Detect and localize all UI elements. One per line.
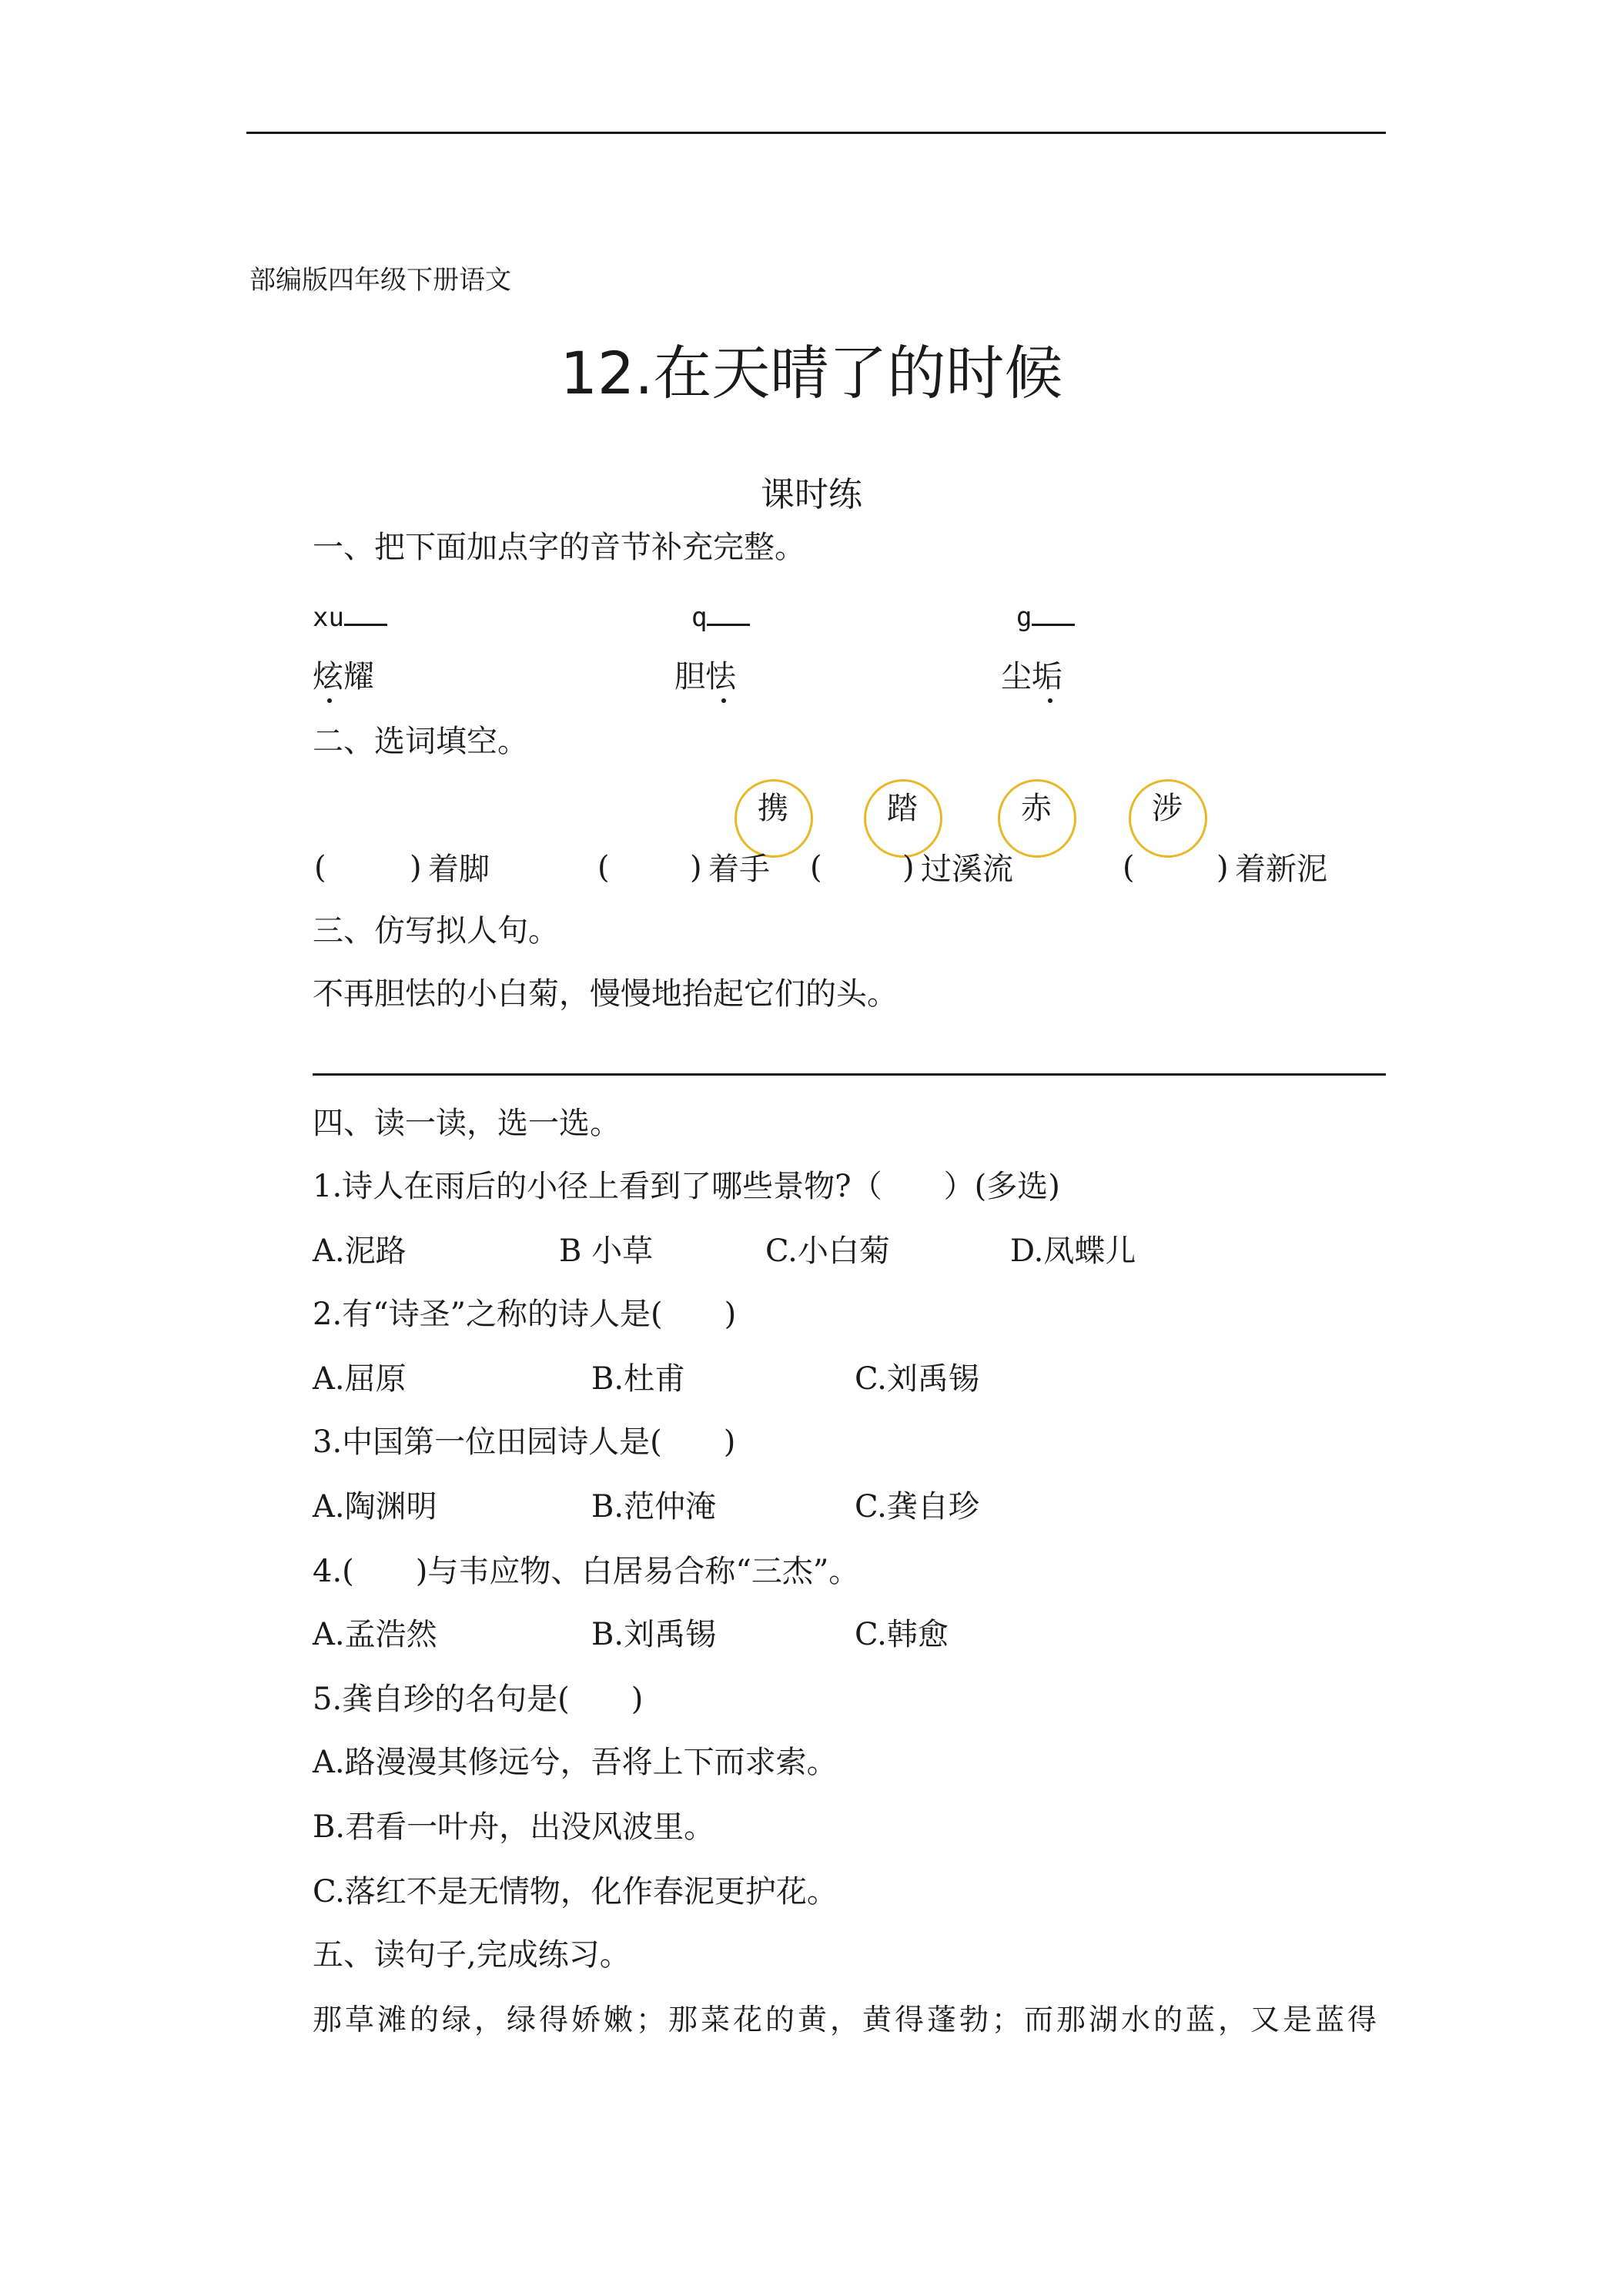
page-title: 12.在天晴了的时候 (560, 339, 1063, 407)
option[interactable]: C.落红不是无情物，化作春泥更护花。 (313, 1874, 838, 1909)
option[interactable]: A.屈原 (313, 1361, 407, 1397)
top-rule (246, 132, 1386, 134)
choice-word: 踏 (887, 791, 918, 826)
pinyin-prefix: xu (313, 602, 344, 633)
choice-word: 涉 (1152, 791, 1183, 826)
option[interactable]: C.小白菊 (765, 1233, 890, 1269)
option[interactable]: A.路漫漫其修远兮，吾将上下而求索。 (313, 1745, 838, 1780)
blank-close-paren: ) (1216, 850, 1229, 885)
option[interactable]: C.刘禹锡 (855, 1361, 979, 1397)
emphasis-dot (1048, 698, 1052, 703)
pinyin-item-2 (691, 596, 750, 633)
blank-close-paren: ) (902, 850, 915, 885)
option[interactable]: A.孟浩然 (313, 1617, 437, 1652)
question-1: 1.诗人在雨后的小径上看到了哪些景物?（ ）(多选) (313, 1169, 1060, 1204)
option[interactable]: B.刘禹锡 (591, 1617, 717, 1652)
choice-word: 赤 (1021, 791, 1052, 826)
question-5: 5.龚自珍的名句是( ) (313, 1682, 644, 1717)
option[interactable]: D.凤蝶儿 (1010, 1233, 1136, 1269)
answer-line[interactable] (313, 1073, 1386, 1076)
blank-text: 过溪流 (921, 852, 1013, 887)
question-2: 2.有“诗圣”之称的诗人是( ) (313, 1297, 737, 1332)
page-subtitle: 课时练 (761, 475, 862, 514)
blank-text: 着脚 (428, 852, 490, 887)
blank-close-paren: ) (690, 850, 702, 885)
emphasis-dot (721, 698, 726, 703)
section4-heading: 四、读一读，选一选。 (313, 1106, 621, 1141)
section1-heading: 一、把下面加点字的音节补充完整。 (313, 530, 805, 565)
subject-label: 部编版四年级下册语文 (249, 265, 511, 296)
section3-heading: 三、仿写拟人句。 (313, 913, 559, 949)
answer-blank[interactable] (1032, 596, 1075, 626)
option[interactable]: A.陶渊明 (313, 1489, 437, 1525)
pinyin-item-3 (1016, 596, 1075, 633)
choice-word: 携 (758, 791, 788, 826)
option[interactable]: A.泥路 (313, 1233, 407, 1269)
section5-heading: 五、读句子,完成练习。 (313, 1937, 631, 1973)
pinyin-item-1 (313, 596, 387, 633)
blank-text: 着新泥 (1235, 852, 1327, 887)
blank-open-paren: ( (314, 850, 326, 885)
answer-blank[interactable] (344, 596, 387, 626)
pinyin-prefix: g (1016, 602, 1032, 633)
section5-passage: 那草滩的绿，绿得娇嫩；那菜花的黄，黄得蓬勃；而那湖水的蓝，又是蓝得 (313, 2003, 1380, 2037)
option[interactable]: C.韩愈 (855, 1617, 949, 1652)
word-3: 尘垢 (1001, 659, 1062, 694)
blank-close-paren: ) (410, 850, 422, 885)
blank-open-paren: ( (810, 850, 822, 885)
section2-heading: 二、选词填空。 (313, 724, 528, 759)
word-1: 炫耀 (313, 659, 374, 694)
section3-example: 不再胆怯的小白菊，慢慢地抬起它们的头。 (313, 976, 898, 1012)
option[interactable]: B.范仲淹 (591, 1489, 717, 1525)
word-2: 胆怯 (674, 659, 736, 694)
option[interactable]: C.龚自珍 (855, 1489, 979, 1525)
question-3: 3.中国第一位田园诗人是( ) (313, 1424, 736, 1460)
question-4: 4.( )与韦应物、白居易合称“三杰”。 (313, 1554, 860, 1589)
option[interactable]: B.杜甫 (591, 1361, 686, 1397)
blank-open-paren: ( (1123, 850, 1135, 885)
blank-open-paren: ( (597, 850, 610, 885)
emphasis-dot (327, 698, 332, 703)
option[interactable]: B 小草 (559, 1233, 654, 1269)
blank-text: 着手 (708, 852, 770, 887)
pinyin-prefix: q (691, 602, 708, 633)
option[interactable]: B.君看一叶舟，出没风波里。 (313, 1809, 715, 1845)
answer-blank[interactable] (707, 596, 750, 626)
